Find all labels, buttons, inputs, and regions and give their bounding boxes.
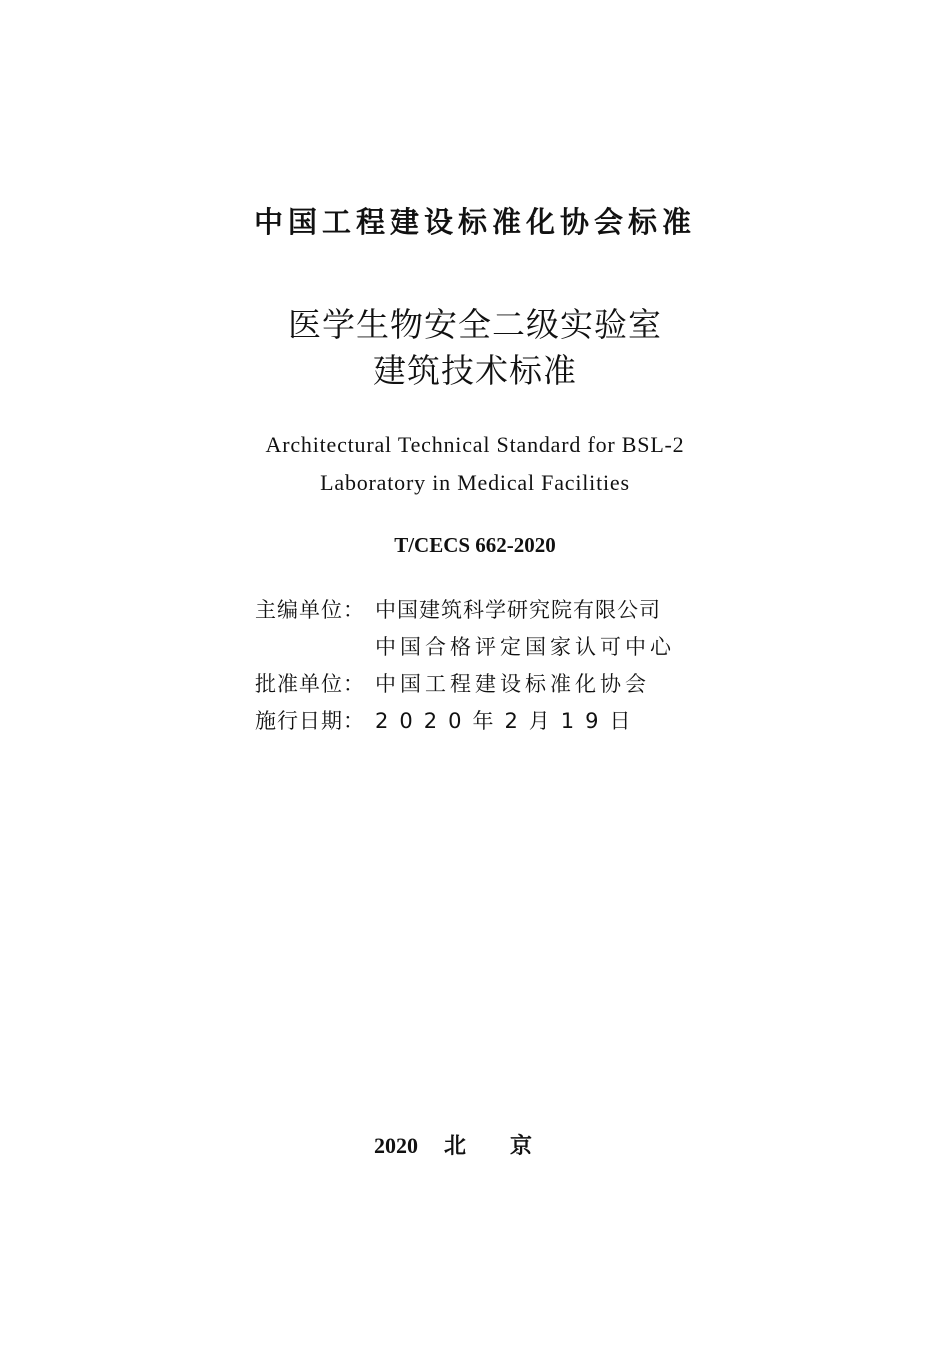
imprint <box>0 1130 950 1162</box>
effective-date-row <box>255 703 715 740</box>
publication-info <box>255 592 715 740</box>
series-title: 中国工程建设标准化协会标准 <box>253 205 696 239</box>
english-title <box>0 426 950 502</box>
english-title-line-1: Architectural Technical Standard for BSL-2 <box>265 432 685 457</box>
effective-date-value: 2020年2月19日 <box>375 709 642 733</box>
chinese-title-line-1: 医学生物安全二级实验室 <box>288 305 662 344</box>
editor-label: 主编单位： <box>255 598 365 622</box>
editor-row-2 <box>255 629 715 666</box>
editor-organization-1: 中国建筑科学研究院有限公司 <box>375 598 661 622</box>
chinese-title-line-2: 建筑技术标准 <box>373 351 577 390</box>
approver-label: 批准单位： <box>255 672 365 696</box>
english-title-line-2: Laboratory in Medical Facilities <box>320 470 630 495</box>
editor-organization-2: 中国合格评定国家认可中心 <box>375 635 675 659</box>
editor-label-spacer <box>255 629 375 666</box>
approver-organization: 中国工程建设标准化协会 <box>375 672 650 696</box>
approver-row <box>255 666 715 703</box>
imprint-city: 北京 <box>443 1133 576 1159</box>
editor-row <box>255 592 715 629</box>
standard-code: T/CECS 662-2020 <box>394 533 556 557</box>
effective-date-label: 施行日期： <box>255 709 365 733</box>
chinese-title <box>0 302 950 394</box>
imprint-year: 2020 <box>373 1133 418 1158</box>
